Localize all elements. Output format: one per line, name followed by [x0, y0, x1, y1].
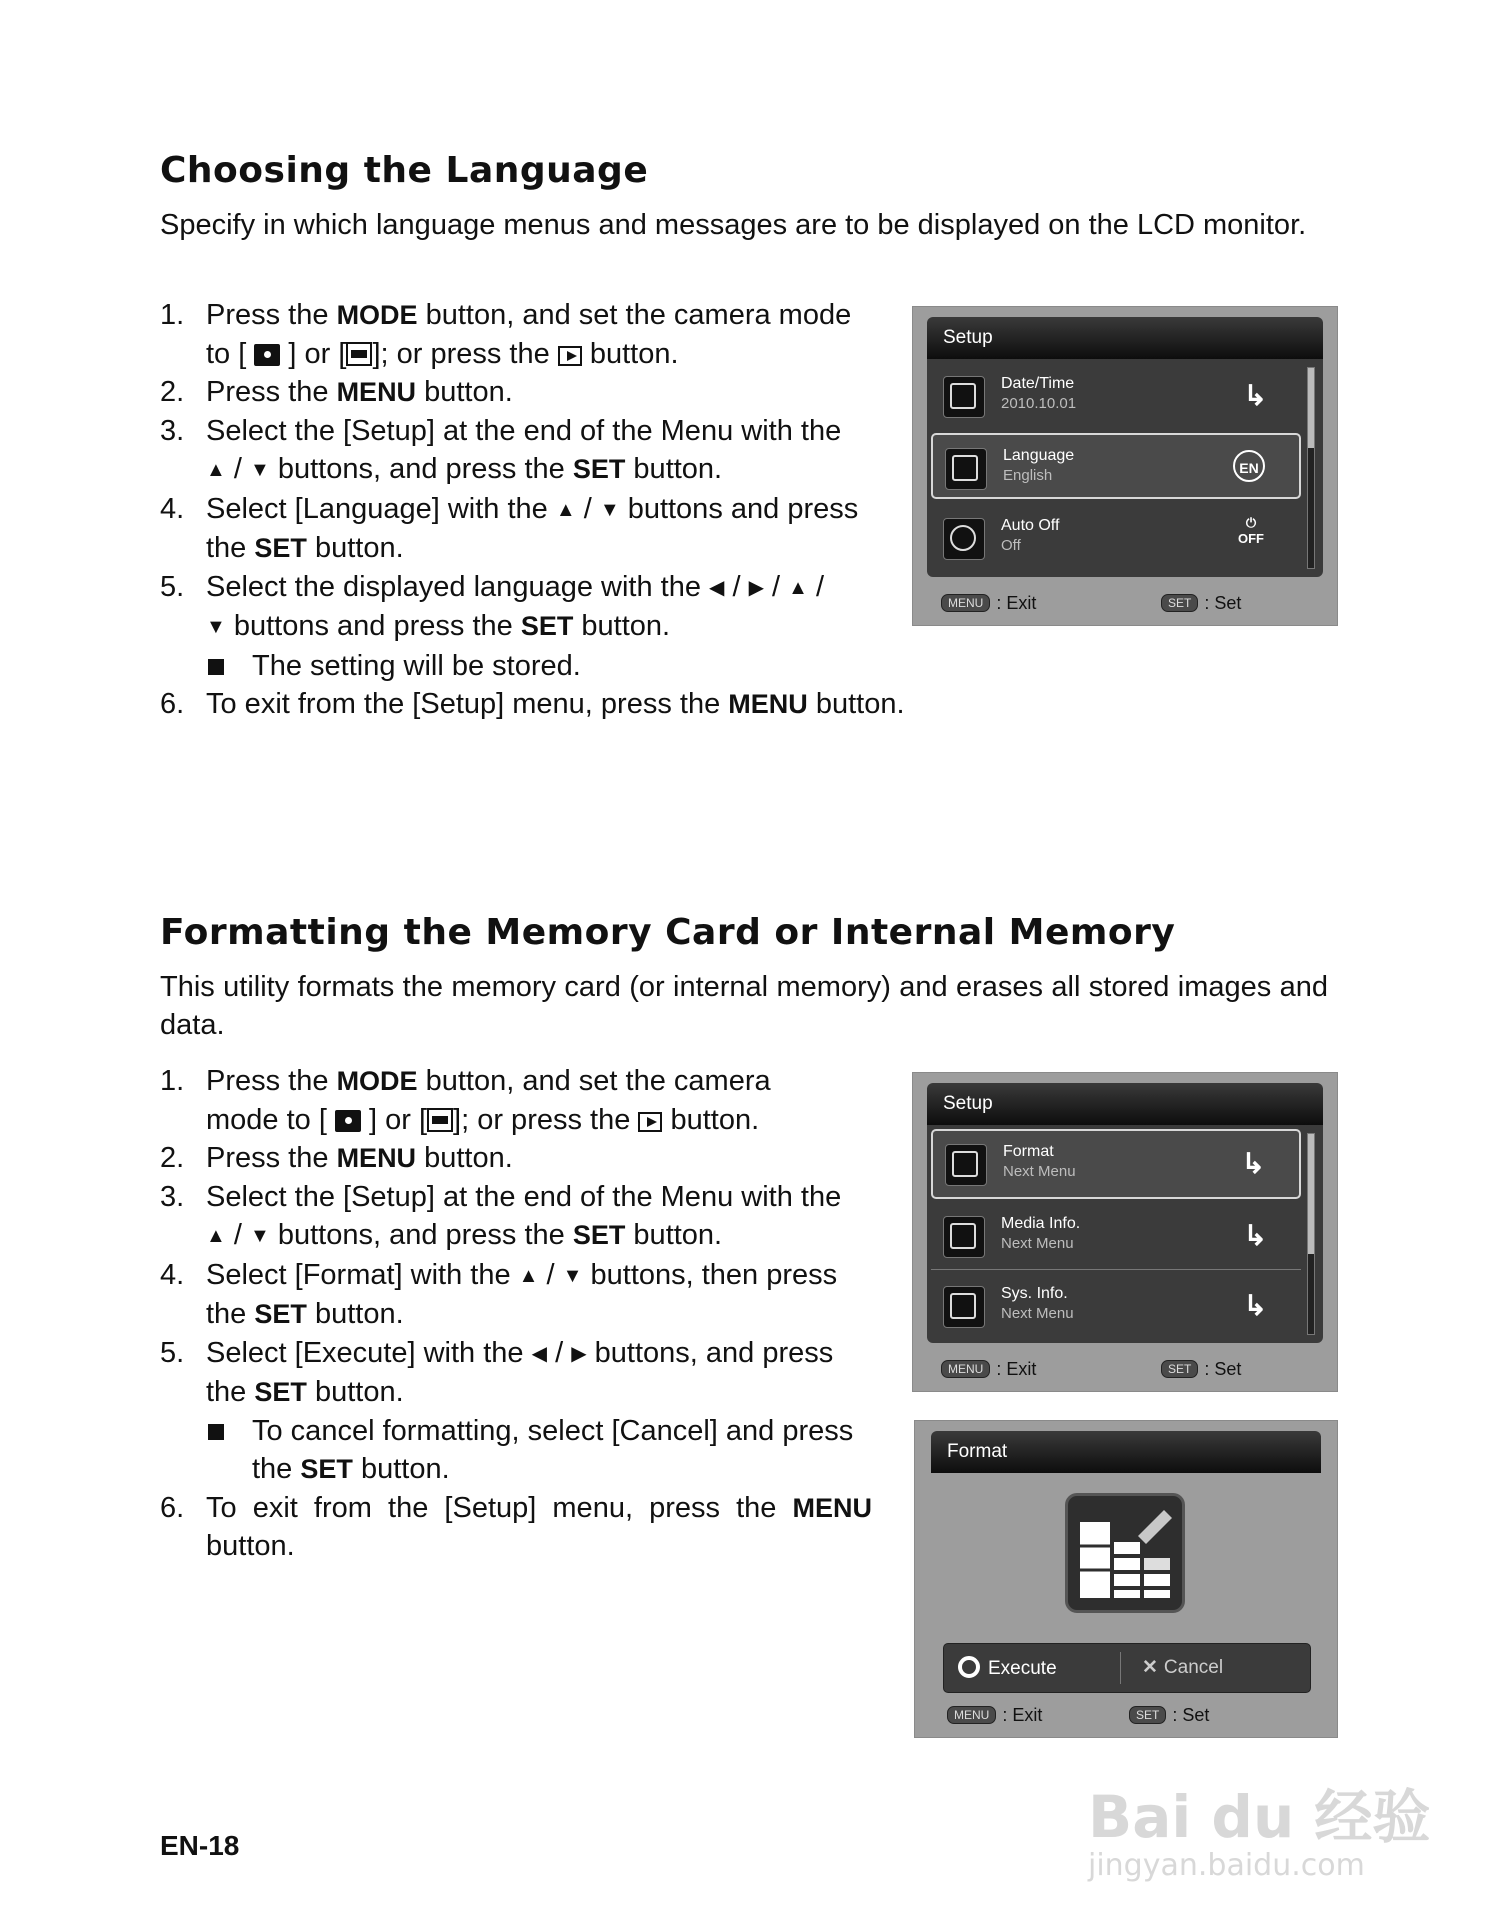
- list-item: 1. Press the MODE button, and set the camera mode to [ ] or [ ]; or press the button.: [160, 299, 852, 370]
- list-item: 3. Select the [Setup] at the end of the Menu with the ▲ / ▼ buttons, and press the SET button.: [160, 1178, 872, 1256]
- scrollbar[interactable]: [1307, 1133, 1315, 1335]
- execute-option[interactable]: Execute: [958, 1656, 1057, 1680]
- system-info-icon: [943, 1286, 985, 1328]
- menu-panel: [927, 1125, 1323, 1343]
- list-item: 3. Select the [Setup] at the end of the Menu with the ▲ / ▼ buttons, and press the SET button.: [160, 412, 920, 490]
- screen-footer: MENU : Exit SET : Set: [947, 1701, 1309, 1731]
- watermark-logo: Bai du 经验: [1088, 1783, 1431, 1851]
- power-icon: [943, 518, 985, 560]
- media-info-icon: [943, 1216, 985, 1258]
- format-confirm-screen: [914, 1420, 1338, 1738]
- note: The setting will be stored.: [206, 647, 920, 686]
- up-arrow-icon: ▲: [555, 498, 576, 521]
- menu-key-icon: MENU: [947, 1706, 996, 1724]
- left-arrow-icon: ◀: [531, 1342, 548, 1365]
- list-item: 5. Select the displayed language with the ◀ / ▶ / ▲ / ▼ buttons and press the SET button. The setting will be stored.: [160, 568, 920, 686]
- section-intro-format: This utility formats the memory card (or internal memory) and erases all stored images and data.: [160, 971, 1328, 1041]
- down-arrow-icon: ▼: [249, 1225, 270, 1247]
- menu-row-language[interactable]: Language English EN: [931, 433, 1301, 499]
- up-arrow-icon: ▲: [206, 459, 226, 481]
- list-item: 2. Press the MENU button.: [160, 1142, 513, 1174]
- set-key-icon: SET: [1129, 1706, 1166, 1724]
- screen-footer: MENU : Exit SET : Set: [941, 1355, 1309, 1385]
- screen-title: Setup: [927, 317, 1323, 359]
- cancel-option[interactable]: ✕ Cancel: [1142, 1657, 1224, 1678]
- down-arrow-icon: ▼: [206, 616, 226, 638]
- setup-screen-language: [912, 306, 1338, 626]
- close-icon: ✕: [1142, 1657, 1158, 1678]
- enter-arrow-icon: ↳: [1241, 1148, 1265, 1179]
- section-title-language: Choosing the Language: [160, 150, 649, 191]
- down-arrow-icon: ▼: [249, 459, 270, 481]
- radio-selected-icon: [958, 1656, 980, 1678]
- page-number: EN-18: [160, 1830, 240, 1861]
- list-item: 2. Press the MENU button.: [160, 376, 513, 408]
- section-title-format: Formatting the Memory Card or Internal Memory: [160, 912, 1176, 953]
- menu-panel: [927, 359, 1323, 577]
- screen-title: Format: [931, 1431, 1321, 1473]
- list-item: 4. Select [Format] with the ▲ / ▼ buttons, then press the SET button.: [160, 1258, 838, 1330]
- up-arrow-icon: ▲: [206, 1225, 226, 1247]
- note: To cancel formatting, select [Cancel] and press the SET button.: [206, 1412, 872, 1489]
- menu-row-media-info[interactable]: Media Info. Next Menu ↳: [931, 1203, 1301, 1270]
- screen-title: Setup: [927, 1083, 1323, 1125]
- en-badge-icon: EN: [1233, 450, 1265, 482]
- right-arrow-icon: ▶: [571, 1342, 587, 1365]
- menu-row-sys-info[interactable]: Sys. Info. Next Menu ↳: [931, 1273, 1301, 1339]
- camera-mode-icon: [254, 344, 280, 366]
- section-intro-language: Specify in which language menus and messages are to be displayed on the LCD monitor.: [160, 209, 1307, 241]
- format-icon: [945, 1144, 987, 1186]
- option-bar: [943, 1643, 1311, 1693]
- power-off-icon: ⏻ OFF: [1238, 515, 1264, 546]
- watermark-url: jingyan.baidu.com: [1088, 1848, 1365, 1883]
- set-key-icon: SET: [1161, 1360, 1198, 1378]
- menu-row-date-time[interactable]: Date/Time 2010.10.01 ↳: [931, 363, 1301, 429]
- calendar-icon: [943, 376, 985, 418]
- screen-footer: MENU : Exit SET : Set: [941, 589, 1309, 619]
- list-item: 4. Select [Language] with the ▲ / ▼ buttons and press the SET button.: [160, 492, 859, 564]
- right-arrow-icon: ▶: [748, 576, 764, 599]
- down-arrow-icon: ▼: [599, 498, 620, 521]
- menu-row-auto-off[interactable]: Auto Off Off ⏻ OFF: [931, 505, 1301, 571]
- steps-format: [160, 1062, 872, 1566]
- list-item: 5. Select [Execute] with the ◀ / ▶ buttons, and press the SET button. To cancel formatting, select [Cancel] and press the SET button.: [160, 1334, 872, 1489]
- menu-key-icon: MENU: [941, 1360, 990, 1378]
- playback-icon: [638, 1112, 662, 1132]
- video-mode-icon: [427, 1108, 453, 1132]
- enter-arrow-icon: ↳: [1243, 1290, 1267, 1321]
- up-arrow-icon: ▲: [518, 1264, 539, 1287]
- list-item: 1. Press the MODE button, and set the camera mode to [ ] or [ ]; or press the button.: [160, 1065, 771, 1136]
- left-arrow-icon: ◀: [709, 576, 725, 599]
- menu-row-format[interactable]: Format Next Menu ↳: [931, 1129, 1301, 1199]
- scrollbar[interactable]: [1307, 367, 1315, 569]
- video-mode-icon: [346, 342, 372, 366]
- list-item: 6. To exit from the [Setup] menu, press the MENU button.: [160, 1491, 872, 1562]
- steps-language: [160, 296, 920, 724]
- down-arrow-icon: ▼: [562, 1264, 583, 1287]
- playback-icon: [558, 346, 582, 366]
- enter-arrow-icon: ↳: [1243, 1220, 1267, 1251]
- enter-arrow-icon: ↳: [1243, 380, 1267, 411]
- camera-mode-icon: [335, 1110, 361, 1132]
- setup-screen-format: [912, 1072, 1338, 1392]
- language-icon: [945, 448, 987, 490]
- format-large-icon: [1065, 1493, 1185, 1613]
- up-arrow-icon: ▲: [788, 576, 808, 599]
- set-key-icon: SET: [1161, 594, 1198, 612]
- menu-key-icon: MENU: [941, 594, 990, 612]
- list-item: 6. To exit from the [Setup] menu, press the MENU button.: [160, 688, 905, 720]
